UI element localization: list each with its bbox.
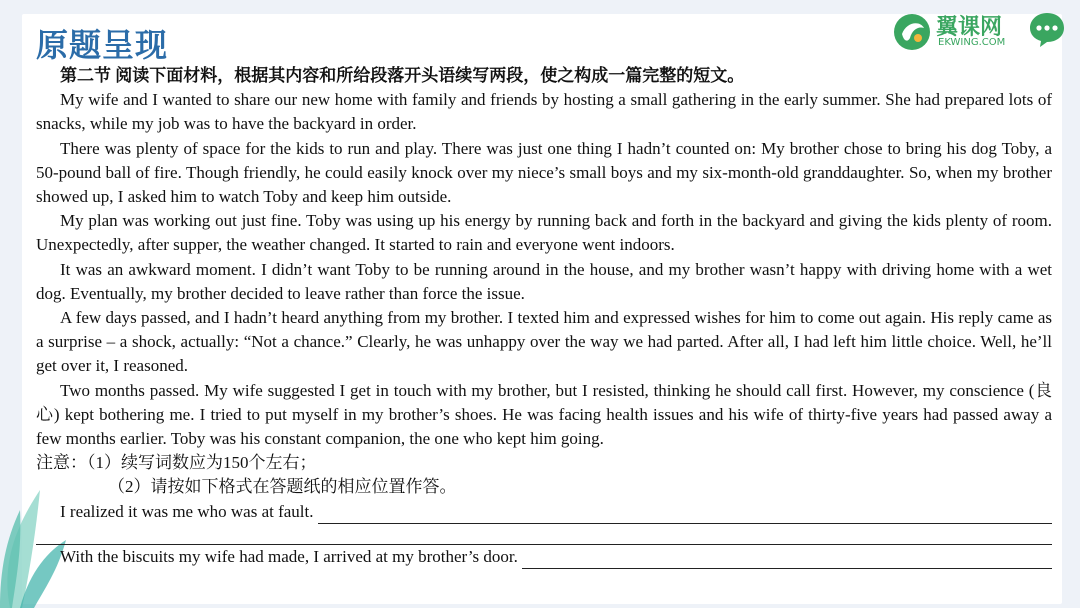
prompt-2-text: With the biscuits my wife had made, I arrived at my brother’s door. — [60, 546, 518, 566]
paragraph: My plan was working out just fine. Toby was using up his energy by running back and forth in the backyard and giving the kids plenty of room. Unexpectedly, after supper, the weather changed. It started to rain and everyone went indoors. — [36, 211, 1052, 255]
paragraph: There was plenty of space for the kids to run and play. There was just one thing I hadn’t counted on: My brother chose to bring his dog Toby, a 50-pound ball of fire. Though friendly, he could easily knock over my niece’s small boys and my six-month-old granddaughter. So, when my brother showed up, I asked him to watch Toby and keep him outside. — [36, 138, 1052, 207]
chat-bubble-icon — [1028, 10, 1066, 48]
answer-line[interactable] — [36, 524, 1052, 545]
answer-blank-1[interactable] — [318, 505, 1053, 524]
continuation-prompt-2 — [36, 545, 1052, 569]
passage — [36, 64, 1052, 569]
paragraph: A few days passed, and I hadn’t heard anything from my brother. I texted him and expressed wishes for him to come out again. His reply came as a surprise – a shock, actually: “Not a chance.” Clearly, he was unhappy over the way we had parted. After all, I had left him little choice. Well, he’ll get over it, I reasoned. — [36, 308, 1052, 376]
task-instruction: 第二节 阅读下面材料，根据其内容和所给段落开头语续写两段，使之构成一篇完整的短文。 — [60, 66, 745, 85]
prompt-1-text: I realized it was me who was at fault. — [60, 501, 314, 521]
paragraph: My wife and I wanted to share our new home with family and friends by hosting a small gathering in the early summer. She had prepared lots of snacks, while my job was to have the backyard in order. — [36, 90, 1052, 134]
note-line-2: （2）请按如下格式在答题纸的相应位置作答。 — [108, 477, 457, 497]
paragraph: Two months passed. My wife suggested I get in touch with my brother, but I resisted, thinking he should call first. However, my conscience (良心) kept bothering me. I tried to put myself in my brother’s shoes. He was facing health issues and his wife of thirty-five years had passed away a few months earlier. Toby was his constant companion, the one who kept him going. — [36, 380, 1052, 449]
ekwing-logo-icon — [892, 12, 932, 52]
brand-logo — [892, 10, 1072, 52]
logo-chinese-name: 翼课网 — [936, 15, 1003, 40]
note-line-1: 注意：（1）续写词数应为150个左右； — [36, 453, 317, 473]
logo-english-name: EKWING.COM — [938, 37, 1006, 48]
continuation-prompt-1 — [36, 500, 1052, 524]
answer-blank-2[interactable] — [522, 550, 1052, 569]
page-title: 原题呈现 — [36, 26, 169, 64]
paragraph: It was an awkward moment. I didn’t want Toby to be running around in the house, and my brother wasn’t happy with driving home with a wet dog. Eventually, my brother decided to leave rather than force the issue. — [36, 259, 1052, 303]
